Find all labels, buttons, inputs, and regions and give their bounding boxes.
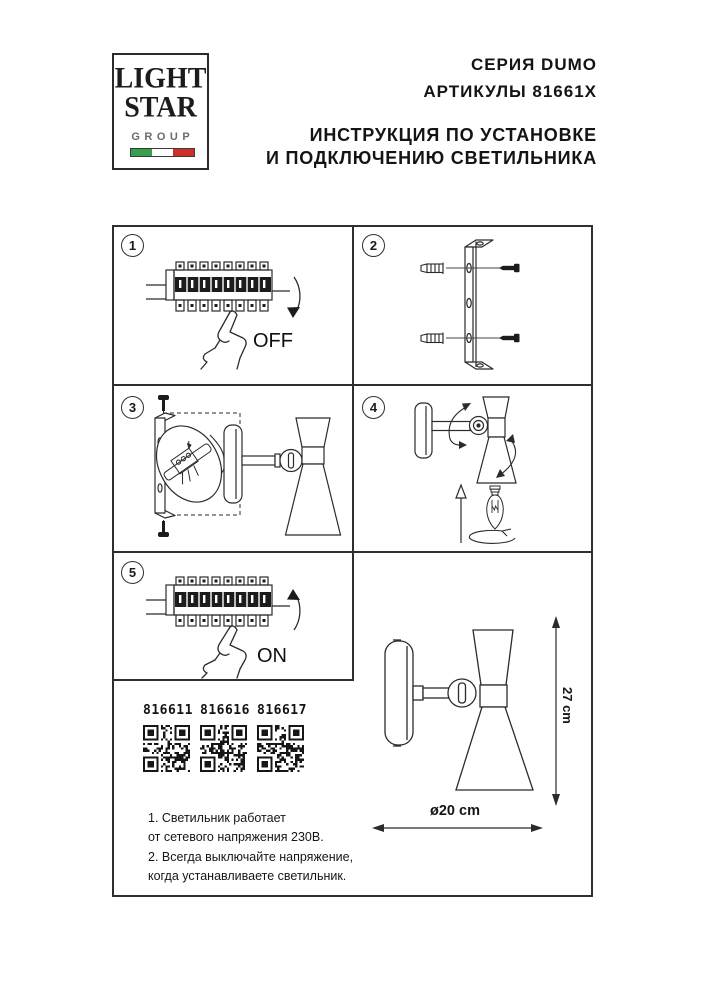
qr-code-816611 [143, 725, 190, 772]
circuit-breaker-on-illustration [142, 570, 322, 680]
wall-lamp-drawing [224, 418, 341, 535]
wall-anchor-icon [421, 263, 443, 345]
mounting-bracket-illustration [353, 225, 593, 385]
article-number-2: 816616 [200, 703, 250, 718]
screw-icon [499, 264, 520, 342]
instruction-title [266, 124, 597, 170]
pointing-hand-icon [201, 311, 246, 369]
diameter-dimension-label: ø20 cm [430, 803, 480, 819]
off-label: OFF [253, 330, 293, 352]
turn-off-arrow [294, 277, 300, 312]
qr-code-816617 [257, 725, 304, 772]
step-1-badge [121, 234, 144, 257]
logo-word-group: GROUP [131, 131, 195, 143]
title-line-1: ИНСТРУКЦИЯ ПО УСТАНОВКЕ [309, 125, 597, 145]
lamp-wiring-illustration [112, 385, 353, 552]
italian-flag-bar [130, 148, 195, 157]
series-header [423, 52, 597, 105]
qr-code-816616 [200, 725, 247, 772]
logo-word-star: STAR [124, 91, 197, 124]
lamp-dimensions-illustration [353, 552, 593, 897]
flag-red-segment [173, 149, 194, 156]
article-number-3: 816617 [257, 703, 307, 718]
on-label: ON [257, 645, 287, 667]
step-5-badge [121, 561, 144, 584]
screw-in-rotation-icon [469, 529, 515, 543]
step-2-number: 2 [369, 238, 378, 253]
flag-white-segment [152, 149, 173, 156]
title-line-2: И ПОДКЛЮЧЕНИЮ СВЕТИЛЬНИКА [266, 148, 597, 168]
note-line-1: 1. Светильник работает [148, 811, 286, 825]
step-4-number: 4 [369, 400, 378, 415]
grid-border-left [112, 225, 114, 897]
lightstar-logo [112, 53, 209, 170]
series-name: СЕРИЯ DUMO [470, 55, 597, 74]
series-articles: АРТИКУЛЫ 81661X [423, 81, 597, 101]
candle-bulb-icon [487, 486, 503, 529]
step-1-number: 1 [128, 238, 137, 253]
insert-bulb-arrow [456, 485, 466, 543]
note-line-4: когда устанавливаете светильник. [148, 868, 347, 883]
safety-notes [148, 809, 383, 886]
lamp-adjust-bulb-illustration [353, 385, 593, 552]
note-line-3: 2. Всегда выключайте напряжение, [148, 849, 354, 864]
article-number-1: 816611 [143, 703, 193, 718]
circuit-breaker-off-illustration [142, 255, 322, 380]
pointing-hand-icon [202, 626, 246, 678]
step-3-number: 3 [128, 400, 137, 415]
flag-green-segment [131, 149, 152, 156]
wall-lamp-dimension-drawing [385, 630, 533, 790]
step-5-number: 5 [128, 565, 137, 580]
height-dimension-label: 27 cm [560, 687, 575, 724]
turn-on-arrow [294, 595, 300, 630]
logo-word-light: LIGHT [114, 62, 207, 95]
note-line-2: от сетевого напряжения 230В. [148, 830, 324, 845]
